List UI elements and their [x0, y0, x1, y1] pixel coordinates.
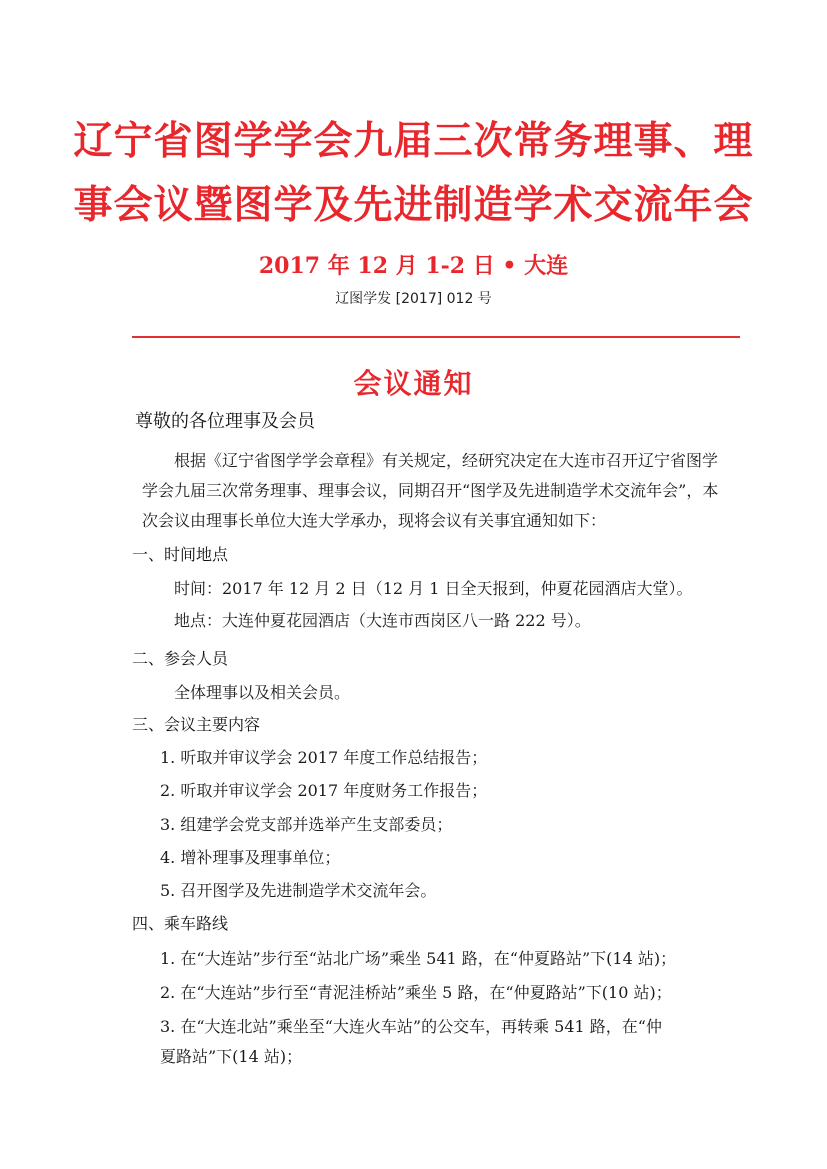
section-heading-attendees: 二、参会人员 — [132, 649, 229, 668]
salutation: 尊敬的各位理事及会员 — [135, 411, 315, 432]
section-heading-time-place: 一、时间地点 — [132, 545, 229, 564]
route-item: 2. 在“大连站”步行至“青泥洼桥站”乘坐 5 路，在“仲夏路站”下(10 站)； — [160, 983, 672, 1002]
document-title-line-1: 辽宁省图学学会九届三次常务理事、理 — [73, 119, 754, 164]
agenda-item: 1. 听取并审议学会 2017 年度工作总结报告； — [160, 748, 488, 767]
intro-text: 根据《辽宁省图学学会章程》有关规定，经研究决定在大连市召开辽宁省图学学会九届三次常务理事、理事会议，同期召开“图学及先进制造学术交流年会”，本次会议由理事长单位大连大学承办，现将会议有关事宜通知如下： — [142, 451, 719, 530]
route-item: 3. 在“大连北站”乘坐至“大连火车站”的公交车，再转乘 541 路，在“仲 — [160, 1017, 662, 1036]
intro-paragraph — [142, 446, 726, 536]
section-heading-agenda: 三、会议主要内容 — [132, 715, 261, 734]
date-location-line: 2017 年 12 月 1-2 日 • 大连 — [258, 253, 569, 279]
agenda-item: 5. 召开图学及先进制造学术交流年会。 — [160, 881, 437, 900]
route-item: 1. 在“大连站”步行至“站北广场”乘坐 541 路，在“仲夏路站”下(14 站)； — [160, 949, 677, 968]
agenda-item: 2. 听取并审议学会 2017 年度财务工作报告； — [160, 781, 488, 800]
meeting-time: 时间：2017 年 12 月 2 日（12 月 1 日全天报到，仲夏花园酒店大堂）。 — [174, 579, 693, 598]
document-title-line-2: 事会议暨图学及先进制造学术交流年会 — [73, 183, 754, 228]
agenda-item: 4. 增补理事及理事单位； — [160, 848, 341, 867]
route-item: 夏路站”下(14 站)； — [160, 1047, 303, 1066]
agenda-item: 3. 组建学会党支部并选举产生支部委员； — [160, 815, 453, 834]
header-divider — [132, 336, 740, 338]
section-heading-routes: 四、乘车路线 — [132, 914, 229, 933]
notice-heading: 会议通知 — [353, 367, 474, 400]
attendees-text: 全体理事以及相关会员。 — [174, 683, 351, 702]
document-number: 辽图学发 [2017] 012 号 — [335, 291, 492, 307]
meeting-place: 地点：大连仲夏花园酒店（大连市西岗区八一路 222 号）。 — [174, 611, 591, 630]
